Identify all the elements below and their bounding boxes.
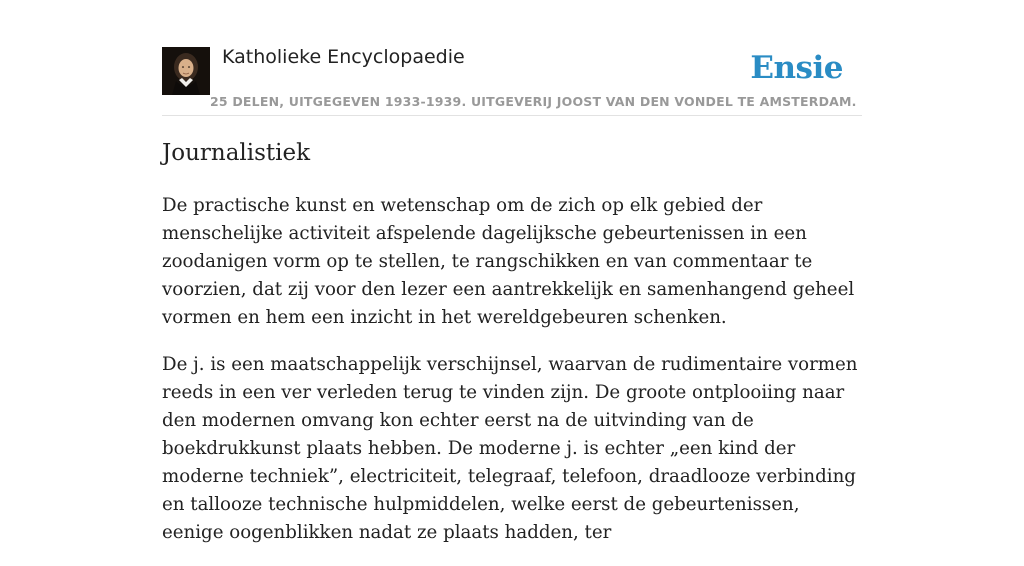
article-title: Journalistiek [162,140,311,166]
brand-logo[interactable]: Ensie [750,50,843,86]
article-body [162,192,866,566]
content-container [162,0,862,543]
portrait-avatar-icon[interactable] [162,47,210,95]
publication-title[interactable]: Katholieke Encyclopaedie [222,46,465,68]
article-paragraph-2: De j. is een maatschappelijk verschijnsel, waarvan de rudimentaire vormen reeds in een ver verleden terug te vinden zijn. De groote ontplooiing naar den modernen omvang kon echter eerst na de uitvinding van de boekdrukkunst plaats hebben. De moderne j. is echter „een kind der moderne techniek”, electriciteit, telegraaf, telefoon, draadlooze verbinding en tallooze technische hulpmiddelen, welke eerst de gebeurtenissen, eenige oogenblikken nadat ze plaats hadden, ter [162,354,858,543]
publication-subtitle: 25 DELEN, UITGEGEVEN 1933-1939. UITGEVERIJ JOOST VAN DEN VONDEL TE AMSTERDAM. [210,94,857,109]
article-paragraph-1: De practische kunst en wetenschap om de zich op elk gebied der menschelijke activiteit afspelende dagelijksche gebeurtenissen in een zoodanigen vorm op te stellen, te rangschikken en van commentaar te voorzien, dat zij voor den lezer een aantrekkelijk en samenhangend geheel vormen en hem een inzicht in het wereldgebeuren schenken. [162,195,855,328]
publication-header [162,0,862,116]
